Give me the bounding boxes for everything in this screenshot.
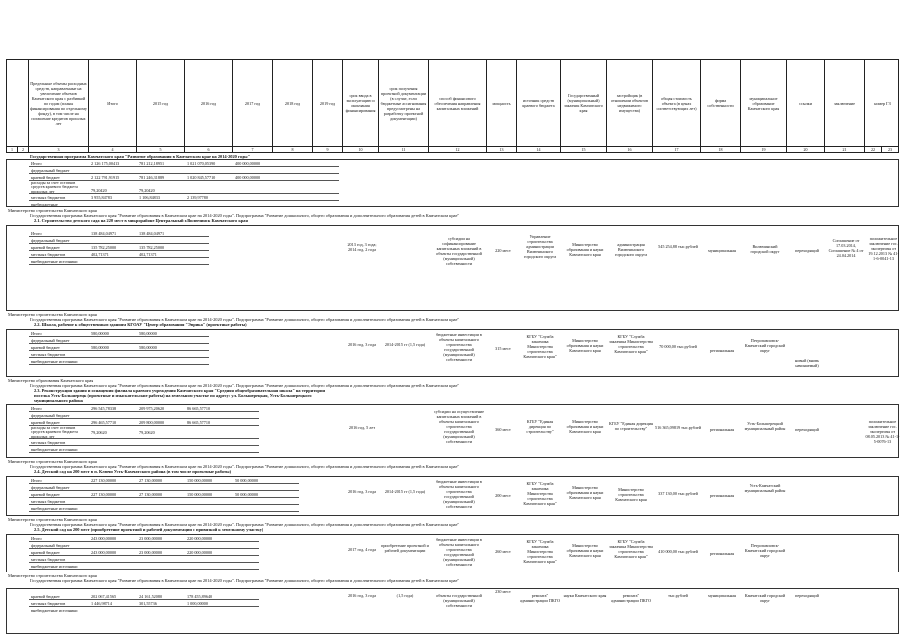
builder: КГБУ "Единая дирекция по строительству" <box>609 421 653 431</box>
customer: науки Камчатского края <box>563 593 607 598</box>
municipality: Усть-Большерецкий муниципальный район <box>744 421 786 431</box>
program-summary <box>6 159 899 207</box>
col-number: 11 <box>379 147 429 152</box>
ownership: муниципальная <box>708 593 736 598</box>
customer: Министерство образования и науки Камчатского края <box>566 419 604 434</box>
object-title: 2.3. Реконструкция здания и оснащения филиала краевого учреждения Камчатского края "Средняя общеобразовательная школа" на территории поселка Усть-Большерецк (проектные и изыскательские работы) на земельном участке по адресу: ул. Большерецкая, Усть-Большерецкого муниципального района <box>34 388 326 403</box>
funding-row: федеральный бюджет <box>29 542 259 549</box>
customer: Министерство образования и науки Камчатского края <box>566 485 604 500</box>
object-block <box>6 225 899 311</box>
funding-row: федеральный бюджет <box>29 337 209 344</box>
method: бюджетные инвестиции в объекты капитального строительства государственной (муниципальной) собственности <box>436 479 482 509</box>
link: новый (вновь начинаемый) <box>794 358 819 368</box>
header-cell-2017: 2017 год <box>233 60 273 146</box>
source: Управление строительства администрации Вилючинского городского округа <box>523 234 557 259</box>
subprogram-label: Государственная программа Камчатского края "Развитие образования в Камчатском крае на 2014-2020 годы". Подпрограмма "Развитие дошкольного, общего образования и дополнительного образования детей в Камчатском крае" <box>30 213 460 218</box>
funding-row: внебюджетные источники <box>29 563 259 570</box>
summary-row: местных бюджетов 3 955,84783 1 106,84833 2 139,97780 <box>29 194 339 201</box>
ministry-label: Министерство строительства Камчатского края <box>8 573 97 578</box>
object-title: 2.1. Строительство детского сада на 220 мест в микрорайоне Центральный г.Вилючинск Камчатского края <box>34 218 248 223</box>
customer: Министерство образования и науки Камчатского края <box>566 242 604 257</box>
cost: тыс.рублей <box>668 593 688 598</box>
ownership: региональная <box>709 551 735 556</box>
ministry-label: Министерство образования Камчатского края <box>8 378 94 383</box>
funding-row: внебюджетные источники <box>29 446 259 453</box>
funding-row: краевой бюджет 135 782,25000 135 782,25000 <box>29 244 209 251</box>
funding-row: Итого 227 130,00000 27 130,00000 150 000,00000 50 000,00000 <box>29 477 299 484</box>
funding-row: местных бюджетов 402,71371 402,71371 <box>29 251 209 258</box>
source: КГБУ "Служба заказчика Министерства строительства Камчатского края" <box>523 481 557 506</box>
col-number: 3 <box>29 147 89 152</box>
object-block <box>6 476 899 516</box>
link: переходящий <box>795 593 819 598</box>
header-cell-total: Итого <box>89 60 137 146</box>
object-block <box>6 534 899 572</box>
object-title: 2.5. Детский сад на 200 мест (приобретение проектной и рабочей документации с привязкой к земельному участку) <box>34 527 264 532</box>
program-title: Государственная программа Камчатского края "Развитие образования в Камчатском крае на 2014-2020 годы" <box>30 154 251 159</box>
method: субсидии на осуществление капитальных вложений в объекты капитального строительства государственной (муниципальной) собственности <box>433 409 485 444</box>
term: 2016 год, 5 лет <box>348 425 376 430</box>
header-cell-2016: 2016 год <box>185 60 233 146</box>
ministry-label: Министерство строительства Камчатского края <box>8 312 97 317</box>
ownership: региональная <box>709 348 735 353</box>
col-number: 14 <box>517 147 561 152</box>
object-title: 2.2. Школа, рабочие к общественным зданиям КГОАУ "Центр образования "Эврика" (проектные работы) <box>34 322 247 327</box>
municipality: Петропавловск-Камчатский городской округ <box>744 338 786 353</box>
header-cell-term: срок ввода в эксплуатацию и окончания финансирования <box>343 60 379 146</box>
summary-row: краевой бюджет 2 122 791,91915 781 246,31889 1 020 845,57710 400 000,00000 <box>29 174 339 181</box>
term: 2016 год, 3 года <box>348 342 376 347</box>
header-cell-ownership: форма собственности <box>701 60 741 146</box>
col-number: 8 <box>273 147 313 152</box>
col-number: 1 <box>7 147 18 152</box>
funding-row: расходы за счет остатков средств краевого бюджета прошлых лет 79,20620 79,20620 <box>29 426 259 439</box>
subprogram-label: Государственная программа Камчатского края "Развитие образования в Камчатском крае на 2014-2020 годы". Подпрограмма "Развитие дошкольного, общего образования и дополнительного образования детей в Камчатском крае" <box>30 464 460 469</box>
header-cell-customer: Государственный (муниципальный) заказчик Камчатского края <box>561 60 607 146</box>
term: 2016 год, 3 года <box>348 489 376 494</box>
customer: Министерство образования и науки Камчатского края <box>566 338 604 353</box>
builder: Министерство строительства Камчатского края <box>615 487 647 502</box>
funding-row: краевой бюджет 227 130,00000 27 130,00000 150 000,00000 50 000,00000 <box>29 491 299 498</box>
funding-row: местных бюджетов <box>29 498 299 505</box>
col-number: 9 <box>313 147 343 152</box>
funding-row: местных бюджетов <box>29 556 259 563</box>
col-number: 19 <box>741 147 787 152</box>
funding-row: Итого 243 000,00000 23 000,00000 220 000,00000 <box>29 535 259 542</box>
cost: 545 254,88 тыс.рублей <box>658 244 698 249</box>
municipality: Камчатский городской округ <box>744 593 786 603</box>
municipality: Петропавловск-Камчатский городской округ <box>744 543 786 558</box>
header-cell-conclusion: заключение <box>825 60 865 146</box>
term-design: 2014-2015 гг (1,5 года) <box>384 342 426 347</box>
funding-row: краевой бюджет 243 000,00000 23 000,00000 220 000,00000 <box>29 549 259 556</box>
col-number: 20 <box>787 147 825 152</box>
ministry-label: Министерство строительства Камчатского края <box>8 517 97 522</box>
capacity: 260 мест <box>495 549 511 554</box>
term: 2017 год, 4 года <box>348 547 376 552</box>
funding-row: внебюджетные источники <box>29 358 209 365</box>
cost: 70 000,00 тыс.рублей <box>659 344 697 349</box>
summary-row: расходы за счет остатков средств краевого бюджета прошлых лет 79,20420 79,20420 <box>29 181 339 194</box>
col-number: 21 <box>825 147 865 152</box>
source: КГБУ "Единая дирекция по строительству" <box>526 419 554 434</box>
col-number: 18 <box>701 147 741 152</box>
cost: 516 365,09819 тыс.рублей <box>655 425 701 430</box>
gz: положительное заключение гос. экспертизы от 19.12.2013 № 41-1-6-0041-13 <box>868 236 899 261</box>
ownership: муниципальная <box>708 248 736 253</box>
funding-row: Итого 138 484,04971 138 484,04971 <box>29 230 209 237</box>
cost: 337 130,00 тыс.рублей <box>658 491 698 496</box>
header-cell-cost: общая стоимость объекта (в ценах соответствующих лет) <box>653 60 701 146</box>
capacity: 360 мест <box>495 427 511 432</box>
header-cell-source: источник средств краевого бюджета <box>517 60 561 146</box>
header-cell-2018: 2018 год <box>273 60 313 146</box>
capacity: 220 мест <box>495 248 511 253</box>
col-number: 2 <box>18 147 29 152</box>
ministry-label: Министерство строительства Камчатского края <box>8 459 97 464</box>
header-cell-municipality: муниципальное образование Камчатского края <box>741 60 787 146</box>
municipality: Усть-Камчатский муниципальный район <box>744 483 786 493</box>
funding-row: Итого 296 545,78338 209 975,20620 86 665,57710 <box>29 405 259 412</box>
builder: ремонта" администрации ПКГО <box>611 593 651 603</box>
method: бюджетные инвестиции в объекты капитального строительства государственной (муниципальной) собственности <box>436 537 482 567</box>
funding-row: краевой бюджет 580,00000 580,00000 <box>29 344 209 351</box>
object-block <box>6 404 899 458</box>
builder: КГБУ "Служба заказчика Министерства строительства Камчатского края" <box>609 539 653 559</box>
col-number: 5 <box>137 147 185 152</box>
table-header <box>6 59 899 147</box>
col-number: 17 <box>653 147 701 152</box>
header-cell-blank <box>7 60 29 146</box>
gz: положительное заключение гос. экспертизы от 08.05.2013 № 41-1-5-0076-13 <box>865 419 900 444</box>
header-cell-design: срок получения проектной документации (в случае, если бюджетные ассигнования предусмотрены на разработку проектной документации) <box>379 60 429 146</box>
funding-row: федеральный бюджет <box>29 412 259 419</box>
builder: администрация Вилючинского городского округа <box>614 242 648 257</box>
header-cell-gz: номер ГЗ <box>874 100 891 106</box>
source: КГБУ "Служба заказчика Министерства строительства Камчатского края" <box>523 539 557 564</box>
col-number: 6 <box>185 147 233 152</box>
document-page <box>6 4 899 636</box>
capacity: 200 мест <box>495 493 511 498</box>
header-cell-method: способ финансового обеспечения направления капитальных вложений <box>429 60 487 146</box>
subprogram-label: Государственная программа Камчатского края "Развитие образования в Камчатском крае на 2014-2020 годы". Подпрограмма "Развитие дошкольного, общего образования и дополнительного образования детей в Камчатском крае" <box>30 317 460 322</box>
header-cell-links: ссылки <box>787 60 825 146</box>
conclusion: Соглашение от 17.03.2014, Соглашение № 4 от 24.04.2014 <box>828 238 864 258</box>
funding-row: Итого 580,00000 580,00000 <box>29 330 209 337</box>
header-cell-funding: Предельные объемы расходных средств, направленные на увеличение объемов Камчатского края с разбивкой по годам (планы финансирования по отдельному фонду), в том числе на погашение кредитов прошлых лет <box>29 60 89 146</box>
col-number: 16 <box>607 147 653 152</box>
object-block <box>6 329 899 377</box>
link: переходящий <box>795 248 819 253</box>
summary-row: федеральный бюджет <box>29 167 339 174</box>
subprogram-label: Государственная программа Камчатского края "Развитие образования в Камчатском крае на 2014-2020 годы". Подпрограмма "Развитие дошкольного, общего образования и дополнительного образования детей в Камчатском крае" <box>30 522 460 527</box>
subprogram-label: Государственная программа Камчатского края "Развитие образования в Камчатском крае на 2014-2020 годы". Подпрограмма "Развитие дошкольного, общего образования и дополнительного образования детей в Камчатском крае" <box>30 578 460 583</box>
column-number-row <box>6 147 899 153</box>
summary-row: внебюджетные <box>31 202 58 207</box>
term-design: (1,5 года) <box>396 593 414 598</box>
method: субсидии на софинансирование капитальных вложений в объекты государственной (муниципальной) собственности <box>436 236 482 266</box>
funding-row: внебюджетные источники <box>31 608 78 613</box>
cost: 410 000,00 тыс.рублей <box>658 549 698 554</box>
header-cell-capacity: мощность <box>487 60 517 146</box>
header-cell-builder: застройщик (в отношении объектов недвижимого имущества) <box>607 60 653 146</box>
capacity: 315 мест <box>495 346 511 351</box>
funding-row: местных бюджетов <box>29 351 209 358</box>
summary-row: Итого 2 126 175,00413 781 212,18951 1 021 070,05390 400 000,00000 <box>29 160 339 167</box>
funding-row: местных бюджетов <box>29 439 259 446</box>
col-number: 7 <box>233 147 273 152</box>
col-number: 13 <box>487 147 517 152</box>
col-number: 12 <box>429 147 487 152</box>
col-number: 22 <box>865 147 882 152</box>
funding-row: внебюджетные источники <box>29 258 209 265</box>
customer: Министерство образования и науки Камчатского края <box>566 543 604 558</box>
subprogram-label: Государственная программа Камчатского края "Развитие образования в Камчатском крае на 2014-2020 годы". Подпрограмма "Развитие дошкольного, общего образования и дополнительного образования детей в Камчатском крае" <box>30 383 460 388</box>
funding-row: внебюджетные источники <box>29 505 299 512</box>
object-block-partial <box>6 588 899 634</box>
col-number: 15 <box>561 147 607 152</box>
link: переходящий <box>795 427 819 432</box>
method: бюджетные инвестиции в объекты капитального строительства государственной (муниципальной) собственности <box>436 332 482 362</box>
col-number: 10 <box>343 147 379 152</box>
ownership: региональная <box>709 427 735 432</box>
funding-row: краевой бюджет 296 465,57710 209 800,00000 86 665,57710 <box>29 419 259 426</box>
col-number: 23 <box>888 147 892 152</box>
municipality: Вилючинский городской округ <box>750 244 780 254</box>
funding-row: краевой бюджет 202 067,41565 24 161,52080 178 455,89640 <box>29 593 259 600</box>
source: ремонта" администрации ПКГО <box>520 593 560 603</box>
funding-row: местных бюджетов 1 446,98714 301,55736 1 000,00000 <box>29 600 259 607</box>
term: 2016 год, 3 года <box>348 593 376 598</box>
ownership: региональная <box>709 493 735 498</box>
method: объекты государственной (муниципальной) собственности <box>436 593 482 608</box>
col-number: 4 <box>89 147 137 152</box>
ministry-label: Министерство строительства Камчатского края <box>8 208 97 213</box>
term-design: 2014-2015 гг (1,5 года) <box>384 489 426 494</box>
method-design: приобретение проектной и рабочей документации <box>381 543 429 553</box>
capacity: 230 мест <box>495 589 511 594</box>
header-cell-2019: 2019 год <box>313 60 343 146</box>
source: КГБУ "Служба заказчика Министерства строительства Камчатского края" <box>523 334 557 359</box>
funding-row: федеральный бюджет <box>29 237 209 244</box>
term: 2013 год, 3 года; 2014 год, 2 года <box>347 242 377 252</box>
builder: КГБУ "Служба заказчика Министерства строительства Камчатского края" <box>609 334 653 354</box>
funding-row: федеральный бюджет <box>29 484 299 491</box>
header-cell-2015: 2015 год <box>137 60 185 146</box>
object-title: 2.4. Детский сад на 200 мест в п. Ключи Усть-Камчатского района (в том числе проектные работы) <box>34 469 232 474</box>
